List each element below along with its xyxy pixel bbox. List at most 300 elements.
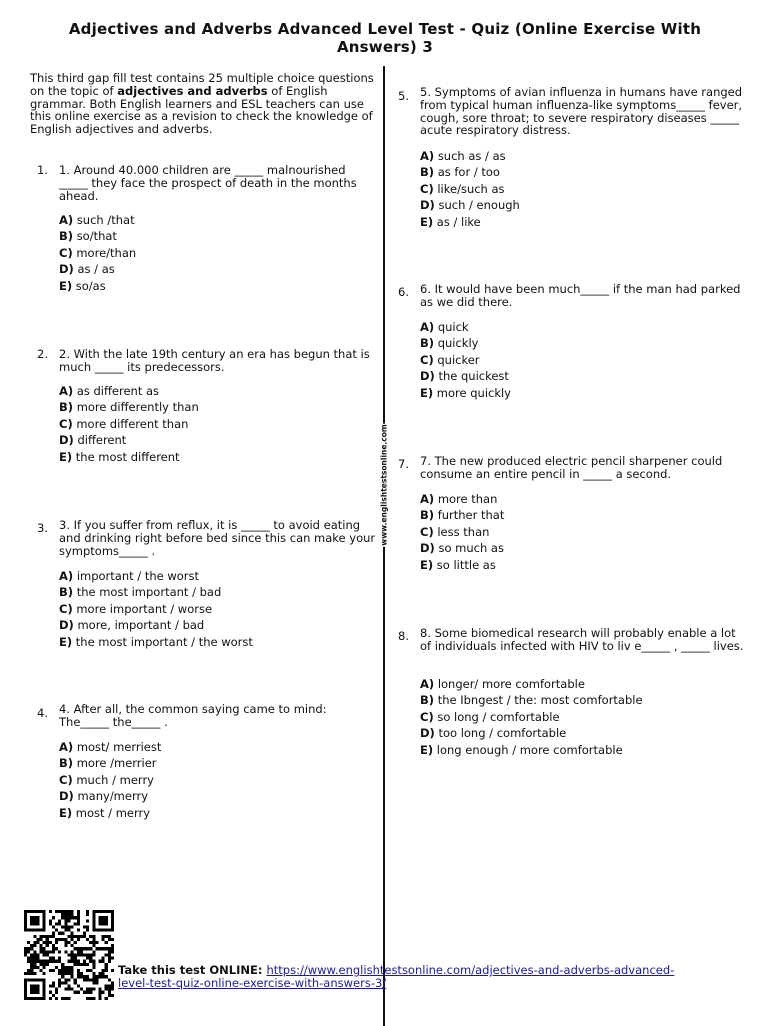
qr-module: [77, 922, 80, 925]
footer-take-online: [118, 964, 678, 990]
qr-module: [77, 913, 80, 916]
option-letter: D): [420, 369, 435, 384]
qr-module: [49, 910, 52, 913]
qr-module: [71, 953, 74, 956]
qr-module: [52, 935, 55, 938]
qr-module: [49, 950, 52, 953]
qr-module: [92, 938, 95, 941]
option-letter: C): [420, 352, 434, 367]
qr-module: [83, 978, 86, 981]
qr-module: [108, 935, 111, 938]
qr-module: [83, 991, 86, 994]
option-text: more than: [437, 492, 498, 506]
qr-module: [64, 997, 67, 1000]
qr-module: [95, 947, 98, 950]
qr-module: [24, 947, 27, 950]
qr-module: [105, 919, 108, 922]
qr-module: [33, 919, 36, 922]
qr-module: [105, 935, 108, 938]
question-number: 3.: [37, 521, 48, 535]
qr-module: [80, 947, 83, 950]
qr-module: [30, 997, 33, 1000]
qr-module: [86, 991, 89, 994]
qr-module: [49, 991, 52, 994]
option-text: more important / worse: [76, 601, 213, 616]
option-text: as / as: [77, 262, 115, 277]
qr-module: [102, 969, 105, 972]
option-text: such / enough: [438, 198, 520, 213]
qr-module: [43, 981, 46, 984]
qr-module: [102, 947, 105, 950]
qr-module: [33, 929, 36, 932]
option-letter: C): [59, 772, 73, 787]
qr-module: [30, 947, 33, 950]
qr-module: [92, 950, 95, 953]
qr-module: [36, 916, 39, 919]
option-text: quickly: [437, 336, 479, 351]
question-text: 7. The new produced electric pencil sharpener could consume an entire pencil in _____ a second.: [420, 454, 723, 481]
qr-module: [52, 950, 55, 953]
qr-module: [46, 950, 49, 953]
option-text: important / the worst: [76, 569, 200, 583]
qr-module: [111, 981, 114, 984]
qr-module: [49, 935, 52, 938]
qr-module: [64, 910, 67, 913]
qr-module: [43, 953, 46, 956]
qr-module: [74, 963, 77, 966]
qr-module: [77, 929, 80, 932]
qr-module: [24, 988, 27, 991]
qr-module: [111, 913, 114, 916]
qr-module: [24, 991, 27, 994]
qr-module: [30, 978, 33, 981]
qr-module: [105, 975, 108, 978]
option-letter: E): [59, 805, 73, 820]
option-text: the quickest: [438, 369, 509, 384]
qr-module: [74, 916, 77, 919]
option-text: more/than: [76, 245, 137, 260]
option-e[interactable]: [59, 449, 199, 465]
option-letter: D): [420, 541, 435, 556]
option-d[interactable]: [59, 788, 161, 804]
qr-module: [58, 938, 61, 941]
qr-module: [98, 919, 101, 922]
qr-module: [83, 926, 86, 929]
qr-module: [98, 988, 101, 991]
qr-module: [24, 910, 27, 913]
qr-module: [33, 997, 36, 1000]
qr-module: [27, 947, 30, 950]
qr-module: [86, 947, 89, 950]
qr-module: [89, 957, 92, 960]
qr-module: [95, 910, 98, 913]
option-letter: C): [420, 524, 434, 539]
option-list: [420, 148, 520, 230]
qr-module: [92, 978, 95, 981]
qr-module: [43, 963, 46, 966]
qr-module: [61, 916, 64, 919]
qr-module: [92, 988, 95, 991]
qr-module: [80, 972, 83, 975]
qr-module: [86, 913, 89, 916]
question-text: 5. Symptoms of avian influenza in humans have ranged from typical human influenza-like symptoms_____ fever, cough, sore throat; to severe respiratory diseases _____ acute respiratory distress.: [420, 85, 743, 138]
option-e[interactable]: [59, 278, 136, 294]
qr-module: [80, 950, 83, 953]
qr-module: [111, 926, 114, 929]
option-letter: A): [59, 213, 74, 227]
qr-module: [67, 969, 70, 972]
qr-module: [43, 988, 46, 991]
qr-module: [61, 975, 64, 978]
qr-module: [95, 929, 98, 932]
qr-module: [43, 919, 46, 922]
qr-module: [24, 919, 27, 922]
qr-module: [102, 972, 105, 975]
qr-module: [30, 991, 33, 994]
option-d[interactable]: [420, 197, 520, 213]
option-c[interactable]: [420, 181, 520, 197]
option-b[interactable]: [420, 335, 511, 351]
option-c[interactable]: [59, 245, 136, 261]
option-a[interactable]: [420, 148, 520, 164]
qr-module: [49, 957, 52, 960]
footer-link[interactable]: https://www.englishtestsonline.com/adjectives-and-adverbs-advanced-level-test-quiz-online-exercise-with-answers-3/: [118, 963, 675, 990]
qr-module: [67, 919, 70, 922]
qr-module: [92, 913, 95, 916]
qr-module: [92, 997, 95, 1000]
qr-module: [86, 926, 89, 929]
qr-module: [58, 932, 61, 935]
qr-module: [24, 929, 27, 932]
option-letter: B): [420, 165, 435, 180]
qr-module: [86, 957, 89, 960]
qr-module: [83, 932, 86, 935]
qr-module: [55, 929, 58, 932]
qr-module: [43, 972, 46, 975]
qr-code-icon[interactable]: [24, 910, 114, 1000]
qr-module: [89, 997, 92, 1000]
qr-module: [83, 953, 86, 956]
qr-module: [52, 947, 55, 950]
qr-module: [36, 984, 39, 987]
qr-module: [80, 975, 83, 978]
question-text: 1. Around 40.000 children are _____ malnourished _____ they face the prospect of death in the months ahead.: [59, 163, 357, 203]
option-letter: D): [420, 198, 435, 213]
qr-module: [108, 929, 111, 932]
qr-module: [52, 957, 55, 960]
option-list: [59, 212, 136, 294]
qr-module: [58, 960, 61, 963]
qr-module: [36, 941, 39, 944]
qr-module: [52, 994, 55, 997]
qr-module: [61, 938, 64, 941]
qr-module: [24, 972, 27, 975]
option-text: longer/ more comfortable: [437, 677, 585, 691]
qr-module: [64, 988, 67, 991]
option-b[interactable]: [420, 692, 643, 708]
qr-module: [111, 922, 114, 925]
qr-module: [33, 963, 36, 966]
option-letter: A): [420, 492, 435, 506]
qr-module: [64, 966, 67, 969]
option-text: such /that: [76, 213, 135, 227]
qr-module: [105, 953, 108, 956]
qr-module: [98, 994, 101, 997]
qr-module: [111, 938, 114, 941]
qr-module: [27, 941, 30, 944]
qr-module: [49, 922, 52, 925]
qr-module: [33, 950, 36, 953]
qr-module: [61, 963, 64, 966]
qr-module: [71, 944, 74, 947]
qr-module: [95, 981, 98, 984]
qr-module: [111, 944, 114, 947]
qr-module: [30, 960, 33, 963]
qr-module: [71, 913, 74, 916]
qr-module: [30, 957, 33, 960]
qr-module: [67, 941, 70, 944]
option-a[interactable]: [420, 676, 643, 692]
option-e[interactable]: [420, 385, 511, 401]
option-letter: E): [420, 385, 434, 400]
qr-module: [86, 988, 89, 991]
qr-module: [30, 916, 33, 919]
option-d[interactable]: [420, 368, 511, 384]
qr-module: [64, 916, 67, 919]
qr-module: [86, 978, 89, 981]
qr-module: [40, 944, 43, 947]
option-text: more quickly: [436, 385, 511, 400]
qr-module: [24, 922, 27, 925]
option-d[interactable]: [59, 261, 136, 277]
qr-module: [43, 950, 46, 953]
option-b[interactable]: [420, 507, 504, 523]
qr-module: [71, 916, 74, 919]
qr-module: [86, 938, 89, 941]
qr-module: [61, 981, 64, 984]
qr-module: [77, 947, 80, 950]
qr-module: [67, 953, 70, 956]
qr-module: [95, 978, 98, 981]
option-a[interactable]: [420, 491, 504, 507]
qr-module: [111, 957, 114, 960]
option-letter: E): [420, 742, 434, 757]
option-a[interactable]: [59, 739, 161, 755]
question-number: 5.: [398, 89, 409, 103]
qr-module: [67, 910, 70, 913]
qr-module: [52, 981, 55, 984]
option-letter: B): [59, 756, 74, 771]
qr-module: [67, 916, 70, 919]
qr-module: [77, 960, 80, 963]
qr-module: [108, 947, 111, 950]
qr-module: [95, 975, 98, 978]
qr-module: [83, 935, 86, 938]
option-b[interactable]: [59, 228, 136, 244]
qr-module: [102, 922, 105, 925]
option-d[interactable]: [420, 725, 643, 741]
question-text: 8. Some biomedical research will probably enable a lot of individuals infected with HIV to liv e_____ , _____ lives.: [420, 626, 744, 653]
qr-module: [52, 926, 55, 929]
option-b[interactable]: [59, 755, 161, 771]
qr-module: [74, 947, 77, 950]
footer-lead: Take this test ONLINE:: [118, 963, 267, 977]
qr-module: [64, 919, 67, 922]
qr-module: [52, 944, 55, 947]
option-text: the most different: [75, 449, 180, 464]
qr-module: [89, 935, 92, 938]
option-text: like/such as: [437, 181, 505, 196]
qr-module: [36, 957, 39, 960]
option-letter: D): [59, 262, 74, 277]
qr-module: [36, 953, 39, 956]
qr-module: [55, 997, 58, 1000]
option-c[interactable]: [420, 352, 511, 368]
option-list: [59, 739, 161, 821]
qr-module: [108, 938, 111, 941]
qr-module: [30, 910, 33, 913]
option-letter: D): [59, 789, 74, 804]
option-text: more differently than: [76, 400, 199, 415]
qr-module: [89, 960, 92, 963]
option-letter: A): [420, 677, 435, 691]
question-number: 6.: [398, 285, 409, 299]
qr-module: [43, 984, 46, 987]
option-d[interactable]: [59, 432, 199, 448]
qr-module: [24, 997, 27, 1000]
qr-module: [80, 988, 83, 991]
qr-module: [36, 919, 39, 922]
qr-module: [46, 963, 49, 966]
option-letter: C): [59, 416, 73, 431]
qr-module: [55, 947, 58, 950]
qr-module: [64, 950, 67, 953]
qr-module: [40, 910, 43, 913]
qr-module: [80, 963, 83, 966]
option-text: the most important / bad: [76, 585, 222, 600]
qr-module: [98, 997, 101, 1000]
option-c[interactable]: [59, 416, 199, 432]
option-a[interactable]: [420, 319, 511, 335]
option-b[interactable]: [59, 399, 199, 415]
qr-module: [43, 929, 46, 932]
qr-module: [30, 944, 33, 947]
option-c[interactable]: [420, 709, 643, 725]
question-number: 2.: [37, 347, 48, 361]
option-e[interactable]: [420, 742, 643, 758]
qr-module: [67, 988, 70, 991]
qr-module: [92, 910, 95, 913]
qr-module: [71, 938, 74, 941]
qr-module: [27, 997, 30, 1000]
option-a[interactable]: [59, 383, 199, 399]
qr-module: [105, 929, 108, 932]
option-e[interactable]: [59, 634, 253, 650]
qr-module: [77, 953, 80, 956]
option-letter: D): [59, 618, 74, 633]
qr-module: [24, 953, 27, 956]
option-d[interactable]: [420, 540, 504, 556]
qr-module: [105, 966, 108, 969]
option-a[interactable]: [59, 568, 253, 584]
qr-module: [49, 941, 52, 944]
qr-module: [64, 972, 67, 975]
qr-module: [71, 926, 74, 929]
option-list: [420, 491, 504, 573]
qr-module: [33, 966, 36, 969]
qr-module: [86, 997, 89, 1000]
qr-module: [80, 953, 83, 956]
option-letter: A): [59, 569, 74, 583]
qr-module: [102, 910, 105, 913]
option-b[interactable]: [420, 164, 520, 180]
qr-module: [36, 978, 39, 981]
qr-module: [30, 953, 33, 956]
qr-module: [61, 966, 64, 969]
option-e[interactable]: [59, 805, 161, 821]
option-letter: A): [59, 384, 74, 398]
qr-module: [67, 966, 70, 969]
qr-module: [92, 916, 95, 919]
qr-module: [98, 975, 101, 978]
option-e[interactable]: [420, 214, 520, 230]
qr-module: [111, 910, 114, 913]
qr-module: [86, 929, 89, 932]
qr-module: [67, 929, 70, 932]
option-b[interactable]: [59, 584, 253, 600]
qr-module: [67, 960, 70, 963]
qr-module: [24, 916, 27, 919]
qr-module: [46, 944, 49, 947]
qr-module: [98, 991, 101, 994]
qr-module: [64, 938, 67, 941]
option-c[interactable]: [59, 772, 161, 788]
option-text: most / merry: [75, 805, 151, 820]
option-text: so long / comfortable: [437, 709, 560, 724]
qr-module: [43, 913, 46, 916]
qr-module: [89, 941, 92, 944]
option-text: further that: [437, 508, 505, 523]
qr-module: [43, 922, 46, 925]
qr-module: [67, 978, 70, 981]
qr-module: [77, 935, 80, 938]
option-text: many/merry: [77, 789, 149, 804]
qr-module: [33, 953, 36, 956]
qr-module: [71, 975, 74, 978]
question-number: 4.: [37, 706, 48, 720]
qr-module: [77, 975, 80, 978]
qr-module: [89, 953, 92, 956]
option-a[interactable]: [59, 212, 136, 228]
option-text: different: [77, 433, 127, 448]
qr-module: [105, 963, 108, 966]
qr-module: [49, 969, 52, 972]
option-text: so/that: [76, 229, 117, 244]
option-c[interactable]: [59, 601, 253, 617]
option-d[interactable]: [59, 617, 253, 633]
qr-module: [71, 966, 74, 969]
option-letter: B): [420, 336, 435, 351]
qr-module: [33, 984, 36, 987]
qr-module: [64, 969, 67, 972]
option-e[interactable]: [420, 557, 504, 573]
qr-module: [55, 922, 58, 925]
option-c[interactable]: [420, 524, 504, 540]
qr-module: [98, 910, 101, 913]
qr-module: [92, 972, 95, 975]
qr-module: [43, 960, 46, 963]
qr-module: [43, 910, 46, 913]
